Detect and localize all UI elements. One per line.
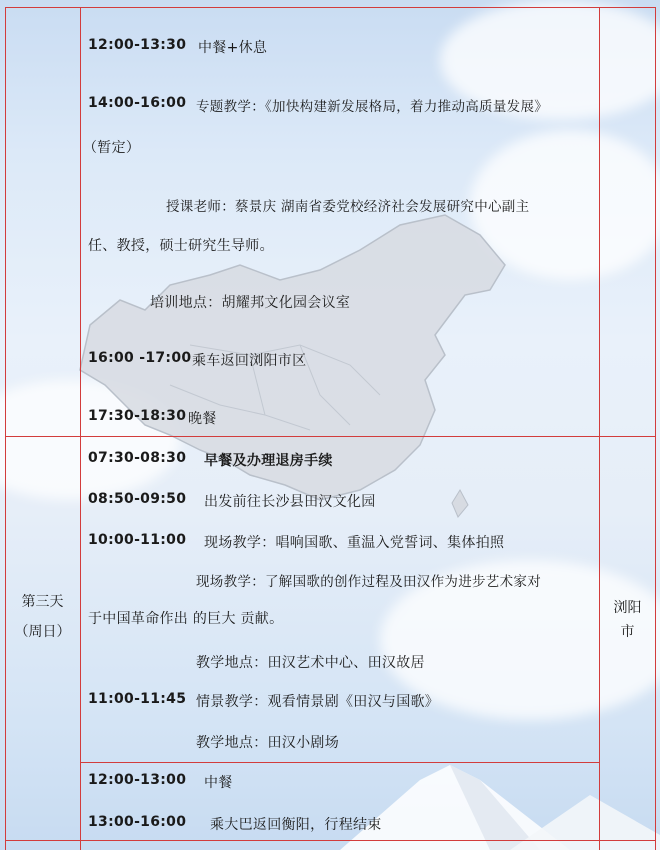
table-border-bottom [5, 840, 656, 841]
teaching-venue: 教学地点：田汉小剧场 [196, 735, 339, 751]
schedule-activity: 早餐及办理退房手续 [204, 453, 333, 469]
schedule-time: 14:00-16:00 [88, 95, 187, 111]
schedule-time: 11:00-11:45 [88, 691, 187, 707]
table-row-divider [80, 762, 600, 763]
table-border-col2 [599, 7, 600, 850]
teaching-venue: 教学地点：田汉艺术中心、田汉故居 [196, 655, 425, 671]
schedule-time: 17:30-18:30 [88, 408, 187, 424]
schedule-activity: 现场教学：唱响国歌、重温入党誓词、集体拍照 [204, 535, 505, 551]
mountain-decoration [340, 740, 660, 850]
schedule-activity: 专题教学：《加快构建新发展格局，着力推动高质量发展》 [196, 99, 549, 115]
teacher-info: 任、教授，硕士研究生导师。 [88, 238, 274, 254]
schedule-activity: 出发前往长沙县田汉文化园 [204, 494, 376, 510]
schedule-time: 10:00-11:00 [88, 532, 187, 548]
schedule-activity: 情景教学：观看情景剧《田汉与国歌》 [196, 694, 440, 710]
teacher-info: 授课老师：蔡景庆 湖南省委党校经济社会发展研究中心副主 [166, 199, 530, 215]
schedule-time: 08:50-09:50 [88, 491, 187, 507]
schedule-time: 12:00-13:30 [88, 37, 187, 53]
schedule-activity: 中餐+休息 [198, 40, 268, 56]
location-line: 浏阳 [613, 600, 642, 616]
training-venue: 培训地点：胡耀邦文化园会议室 [150, 295, 351, 311]
day-label [5, 590, 80, 644]
table-row-divider [5, 436, 656, 437]
schedule-activity: 现场教学：了解国歌的创作过程及田汉作为进步艺术家对 [196, 574, 541, 590]
day-number: 第三天 [21, 594, 64, 610]
schedule-activity: 于中国革命作出 的巨大 贡献。 [88, 611, 284, 627]
schedule-time: 16:00 -17:00 [88, 350, 192, 366]
schedule-note: （暂定） [83, 140, 141, 156]
location-label [600, 596, 655, 644]
schedule-activity: 乘车返回浏阳市区 [192, 353, 307, 369]
table-border-right [655, 7, 656, 850]
table-border-col1 [80, 7, 81, 850]
table-border-top [5, 7, 656, 8]
schedule-activity: 晚餐 [188, 411, 217, 427]
schedule-time: 13:00-16:00 [88, 814, 187, 830]
table-border-left [5, 7, 6, 850]
location-line: 市 [620, 624, 635, 640]
schedule-time: 12:00-13:00 [88, 772, 187, 788]
schedule-activity: 中餐 [204, 775, 233, 791]
day-weekday: （周日） [14, 624, 71, 640]
schedule-activity: 乘大巴返回衡阳，行程结束 [210, 817, 382, 833]
schedule-time: 07:30-08:30 [88, 450, 187, 466]
